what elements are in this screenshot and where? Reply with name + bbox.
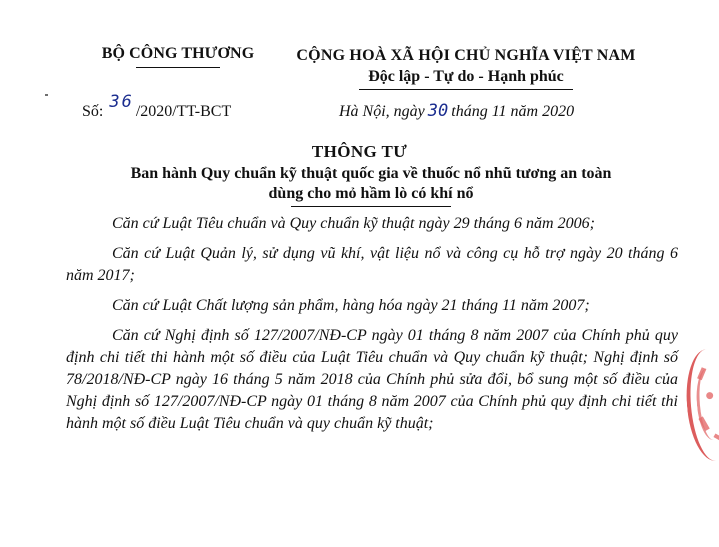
place-and-date (339, 101, 574, 122)
document-type-title: THÔNG TƯ (311, 142, 408, 161)
nation-name: CỘNG HOÀ XÃ HỘI CHỦ NGHĨA VIỆT NAM (296, 47, 636, 64)
legal-basis-paragraph-1: Căn cứ Luật Tiêu chuẩn và Quy chuẩn kỹ thuật ngày 29 tháng 6 năm 2006; (112, 215, 595, 232)
motto-underline (359, 89, 573, 90)
national-header-block (277, 46, 655, 90)
ministry-underline (136, 67, 220, 68)
place-date-suffix: tháng 11 năm 2020 (451, 103, 575, 120)
legal-basis-paragraph-2: Căn cứ Luật Quản lý, sử dụng vũ khí, vật liệu nổ và công cụ hỗ trợ ngày 20 tháng 6 năm 2017; (66, 245, 678, 284)
place-date-prefix: Hà Nội, ngày (339, 103, 425, 120)
national-motto: Độc lập - Tự do - Hạnh phúc (368, 68, 564, 85)
document-number (82, 92, 232, 122)
handwritten-day: 30 (427, 101, 449, 121)
legal-basis-text (66, 213, 678, 443)
subject-underline (291, 206, 451, 207)
legal-basis-paragraph-3: Căn cứ Luật Chất lượng sản phẩm, hàng hóa ngày 21 tháng 11 năm 2007; (112, 297, 590, 314)
subject-line-1: Ban hành Quy chuẩn kỹ thuật quốc gia về thuốc nổ nhũ tương an toàn (130, 165, 612, 182)
ministry-name: BỘ CÔNG THƯƠNG (101, 45, 255, 62)
subject-line-2: dùng cho mỏ hầm lò có khí nổ (268, 185, 474, 202)
document-number-suffix: /2020/TT-BCT (135, 103, 232, 120)
document-number-label: Số: (82, 103, 104, 120)
legal-basis-paragraph-4: Căn cứ Nghị định số 127/2007/NĐ-CP ngày 01 tháng 8 năm 2007 của Chính phủ quy định chi tiết thi hành một số điều của Luật Tiêu chuẩn và Quy chuẩn kỹ thuật; Nghị định số 78/2018/NĐ-CP ngày 16 tháng 5 năm 2018 của Chính phủ sửa đổi, bổ sung một số điều của Nghị định số 127/2007/NĐ-CP ngày 01 tháng 8 năm 2007 của Chính phủ quy định chi tiết thi hành một số điều Luật Tiêu chuẩn và quy chuẩn kỹ thuật; (66, 327, 678, 432)
document-subject (66, 164, 676, 207)
issuing-authority-block (88, 44, 268, 68)
stamp-mark (713, 434, 719, 442)
handwritten-document-number: 36 (109, 92, 134, 112)
scan-speck (45, 94, 48, 96)
red-stamp-fragment (682, 347, 719, 463)
